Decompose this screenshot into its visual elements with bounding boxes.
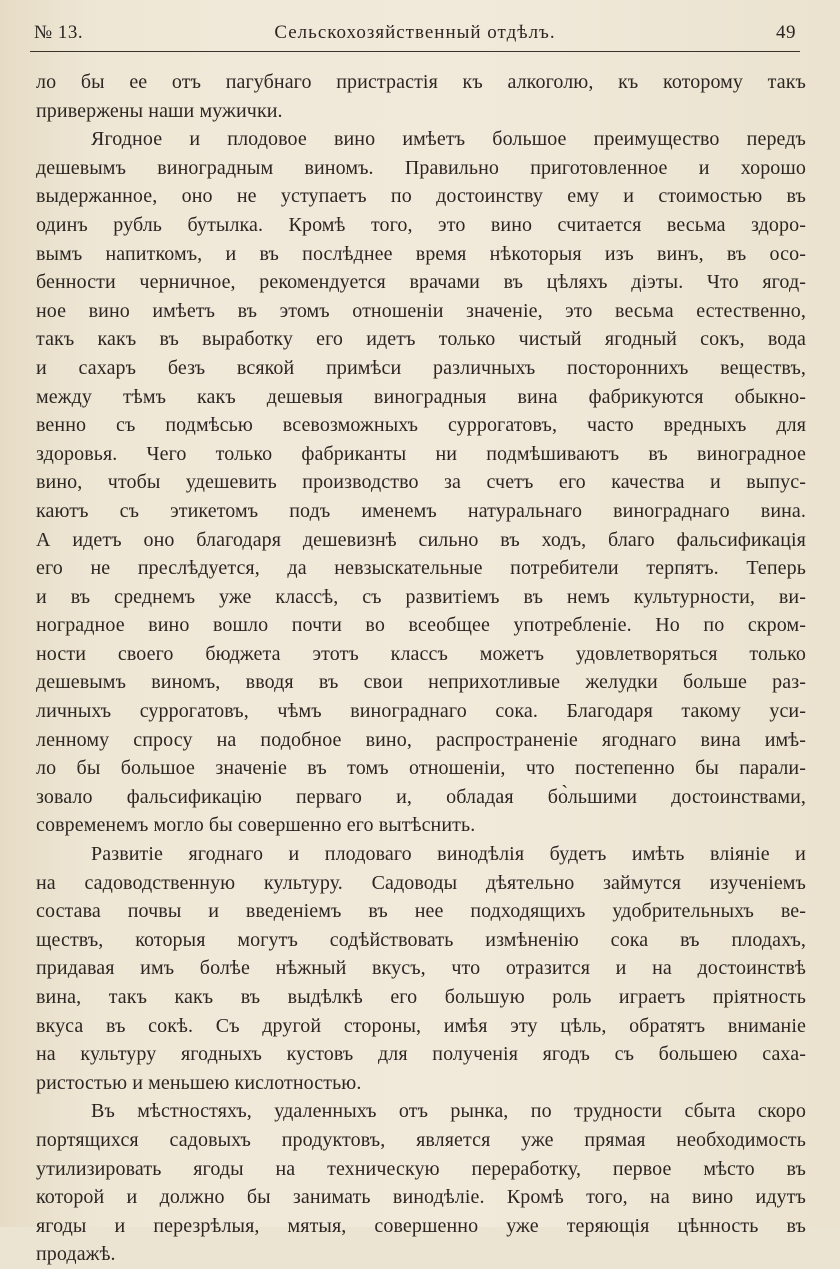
text-line: личныхъ суррогатовъ, чѣмъ винограднаго сока. Благодаря такому уси- (36, 700, 806, 723)
text-line: портящихся садовыхъ продуктовъ, является уже прямая необходимость (36, 1128, 806, 1151)
section-title: Сельскохозяйственный отдѣлъ. (274, 22, 556, 43)
text-line: бенности черничное, рекомендуется врачами въ цѣляхъ діэты. Что ягод- (36, 271, 806, 294)
text-line: дешевымъ виномъ, вводя въ свои неприхотливые желудки больше раз- (36, 671, 806, 694)
text-line: придавая имъ болѣе нѣжный вкусъ, что отразится и на достоинствѣ (36, 957, 806, 980)
text-line: вымъ напиткомъ, и въ послѣднее время нѣкоторыя изъ винъ, въ осо- (36, 242, 806, 265)
text-line: и въ среднемъ уже классѣ, съ развитіемъ въ немъ культурности, ви- (36, 585, 806, 608)
text-line: здоровья. Чего только фабриканты ни подмѣшиваютъ въ виноградное (36, 442, 806, 465)
text-line: венно съ подмѣсью всевозможныхъ суррогатовъ, часто вредныхъ для (36, 414, 806, 437)
text-line: вина, такъ какъ въ выдѣлкѣ его большую роль играетъ пріятность (36, 986, 806, 1008)
paragraph (36, 1097, 806, 1269)
text-line: ло бы ее отъ пагубнаго пристрастія къ алкоголю, къ которому такъ (36, 71, 806, 93)
text-line: между тѣмъ какъ дешевыя виноградныя вина фабрикуются обыкно- (36, 385, 806, 408)
text-line: которой и должно бы занимать винодѣліе. Кромѣ того, на вино идутъ (36, 1186, 806, 1209)
text-line: ло бы большое значеніе въ томъ отношеніи, что постепенно бы парали- (36, 757, 806, 780)
text-line: ягоды и перезрѣлыя, мятыя, совершенно уже теряющія цѣнность въ (36, 1214, 806, 1237)
running-header (34, 18, 796, 48)
text-line: Въ мѣстностяхъ, удаленныхъ отъ рынка, по трудности сбыта скоро (91, 1100, 806, 1123)
text-line: такъ какъ въ выработку его идетъ только чистый ягодный сокъ, вода (36, 328, 806, 351)
text-line: ное вино имѣетъ въ этомъ отношеніи значеніе, это весьма естественно, (36, 299, 806, 322)
text-line: зовало фальсификацію перваго и, обладая бо̀льшими достоинствами, (36, 785, 806, 808)
text-line: Развитіе ягоднаго и плодоваго винодѣлія будетъ имѣть вліяніе и (91, 843, 806, 866)
text-line: современемъ могло бы совершенно его вытѣснить. (36, 814, 476, 837)
text-line: Ягодное и плодовое вино имѣетъ большое преимущество передъ (91, 128, 806, 151)
paragraph (36, 68, 806, 125)
text-line: дешевымъ виноградным виномъ. Правильно приготовленное и хорошо (36, 156, 806, 179)
text-line: выдержанное, оно не уступаетъ по достоинству ему и стоимостью въ (36, 185, 806, 208)
text-line: ществъ, которыя могутъ содѣйствовать измѣненію сока въ плодахъ, (36, 928, 806, 951)
issue-number: № 13. (34, 22, 84, 43)
text-line: ристостью и меньшею кислотностью. (36, 1071, 362, 1094)
text-line: его не преслѣдуется, да невзыскательные потребители терпятъ. Теперь (36, 557, 806, 580)
paragraph (36, 840, 806, 1097)
text-line: вкуса въ сокѣ. Съ другой стороны, имѣя эту цѣль, обратятъ вниманіе (36, 1014, 806, 1037)
text-line: на культуру ягодныхъ кустовъ для полученія ягодъ съ большею саха- (36, 1043, 806, 1066)
text-line: состава почвы и введеніемъ въ нее подходящихъ удобрительныхъ ве- (36, 900, 806, 923)
text-line: ноградное вино вошло почти во всеобщее употребленіе. Но по скром- (36, 614, 806, 637)
page-number: 49 (776, 22, 796, 43)
text-line: ности своего бюджета этотъ классъ можетъ удовлетворяться только (36, 642, 806, 665)
text-line: А идетъ оно благодаря дешевизнѣ сильно въ ходъ, благо фальсификація (36, 528, 806, 551)
text-line: каютъ съ этикетомъ подъ именемъ натуральнаго винограднаго вина. (36, 499, 806, 522)
body-text (36, 68, 806, 1269)
text-line: продажѣ. (36, 1243, 116, 1266)
text-line: вино, чтобы удешевить производство за счетъ его качества и выпус- (36, 471, 806, 494)
header-rule (30, 51, 800, 52)
text-line: привержены наши мужички. (36, 99, 283, 122)
paragraph (36, 125, 806, 840)
text-line: одинъ рубль бутылка. Кромѣ того, это вино считается весьма здоро- (36, 213, 806, 236)
text-line: на садоводственную культуру. Садоводы дѣятельно займутся изученіемъ (36, 871, 806, 894)
text-line: утилизировать ягоды на техническую переработку, первое мѣсто въ (36, 1157, 806, 1180)
text-line: и сахаръ безъ всякой примѣси различныхъ постороннихъ веществъ, (36, 356, 806, 379)
text-line: ленному спросу на подобное вино, распространеніе ягоднаго вина имѣ- (36, 728, 806, 751)
